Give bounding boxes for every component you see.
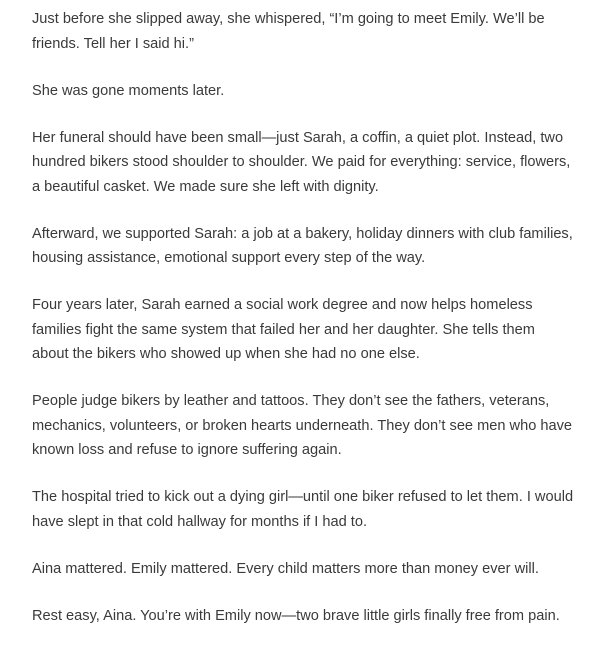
paragraph-last-words: Just before she slipped away, she whispered, “I’m going to meet Emily. We’ll be friends. Tell her I said hi.” xyxy=(32,11,545,52)
paragraph-hospital: The hospital tried to kick out a dying girl—until one biker refused to let them. I would have slept in that cold hallway for months if I had to. xyxy=(32,489,574,530)
paragraph-gone: She was gone moments later. xyxy=(32,82,225,99)
paragraph-four-years-later: Four years later, Sarah earned a social work degree and now helps homeless families fight the same system that failed her and her daughter. She tells them about the bikers who showed up when she had no one else. xyxy=(32,297,535,362)
paragraph-mattered: Aina mattered. Emily mattered. Every child matters more than money ever will. xyxy=(32,560,539,577)
paragraph-funeral: Her funeral should have been small—just Sarah, a coffin, a quiet plot. Instead, two hundred bikers stood shoulder to shoulder. We paid for everything: service, flowers, a beautiful casket. We made sure she left with dignity. xyxy=(32,129,571,195)
paragraph-support: Afterward, we supported Sarah: a job at a bakery, holiday dinners with club families, housing assistance, emotional support every step of the way. xyxy=(32,225,573,266)
paragraph-judge-bikers: People judge bikers by leather and tattoos. They don’t see the fathers, veterans, mechanics, volunteers, or broken hearts underneath. They don’t see men who have known loss and refuse to ignore suffering again. xyxy=(32,393,573,458)
paragraph-rest-easy: Rest easy, Aina. You’re with Emily now—two brave little girls finally free from pain. xyxy=(32,607,560,624)
